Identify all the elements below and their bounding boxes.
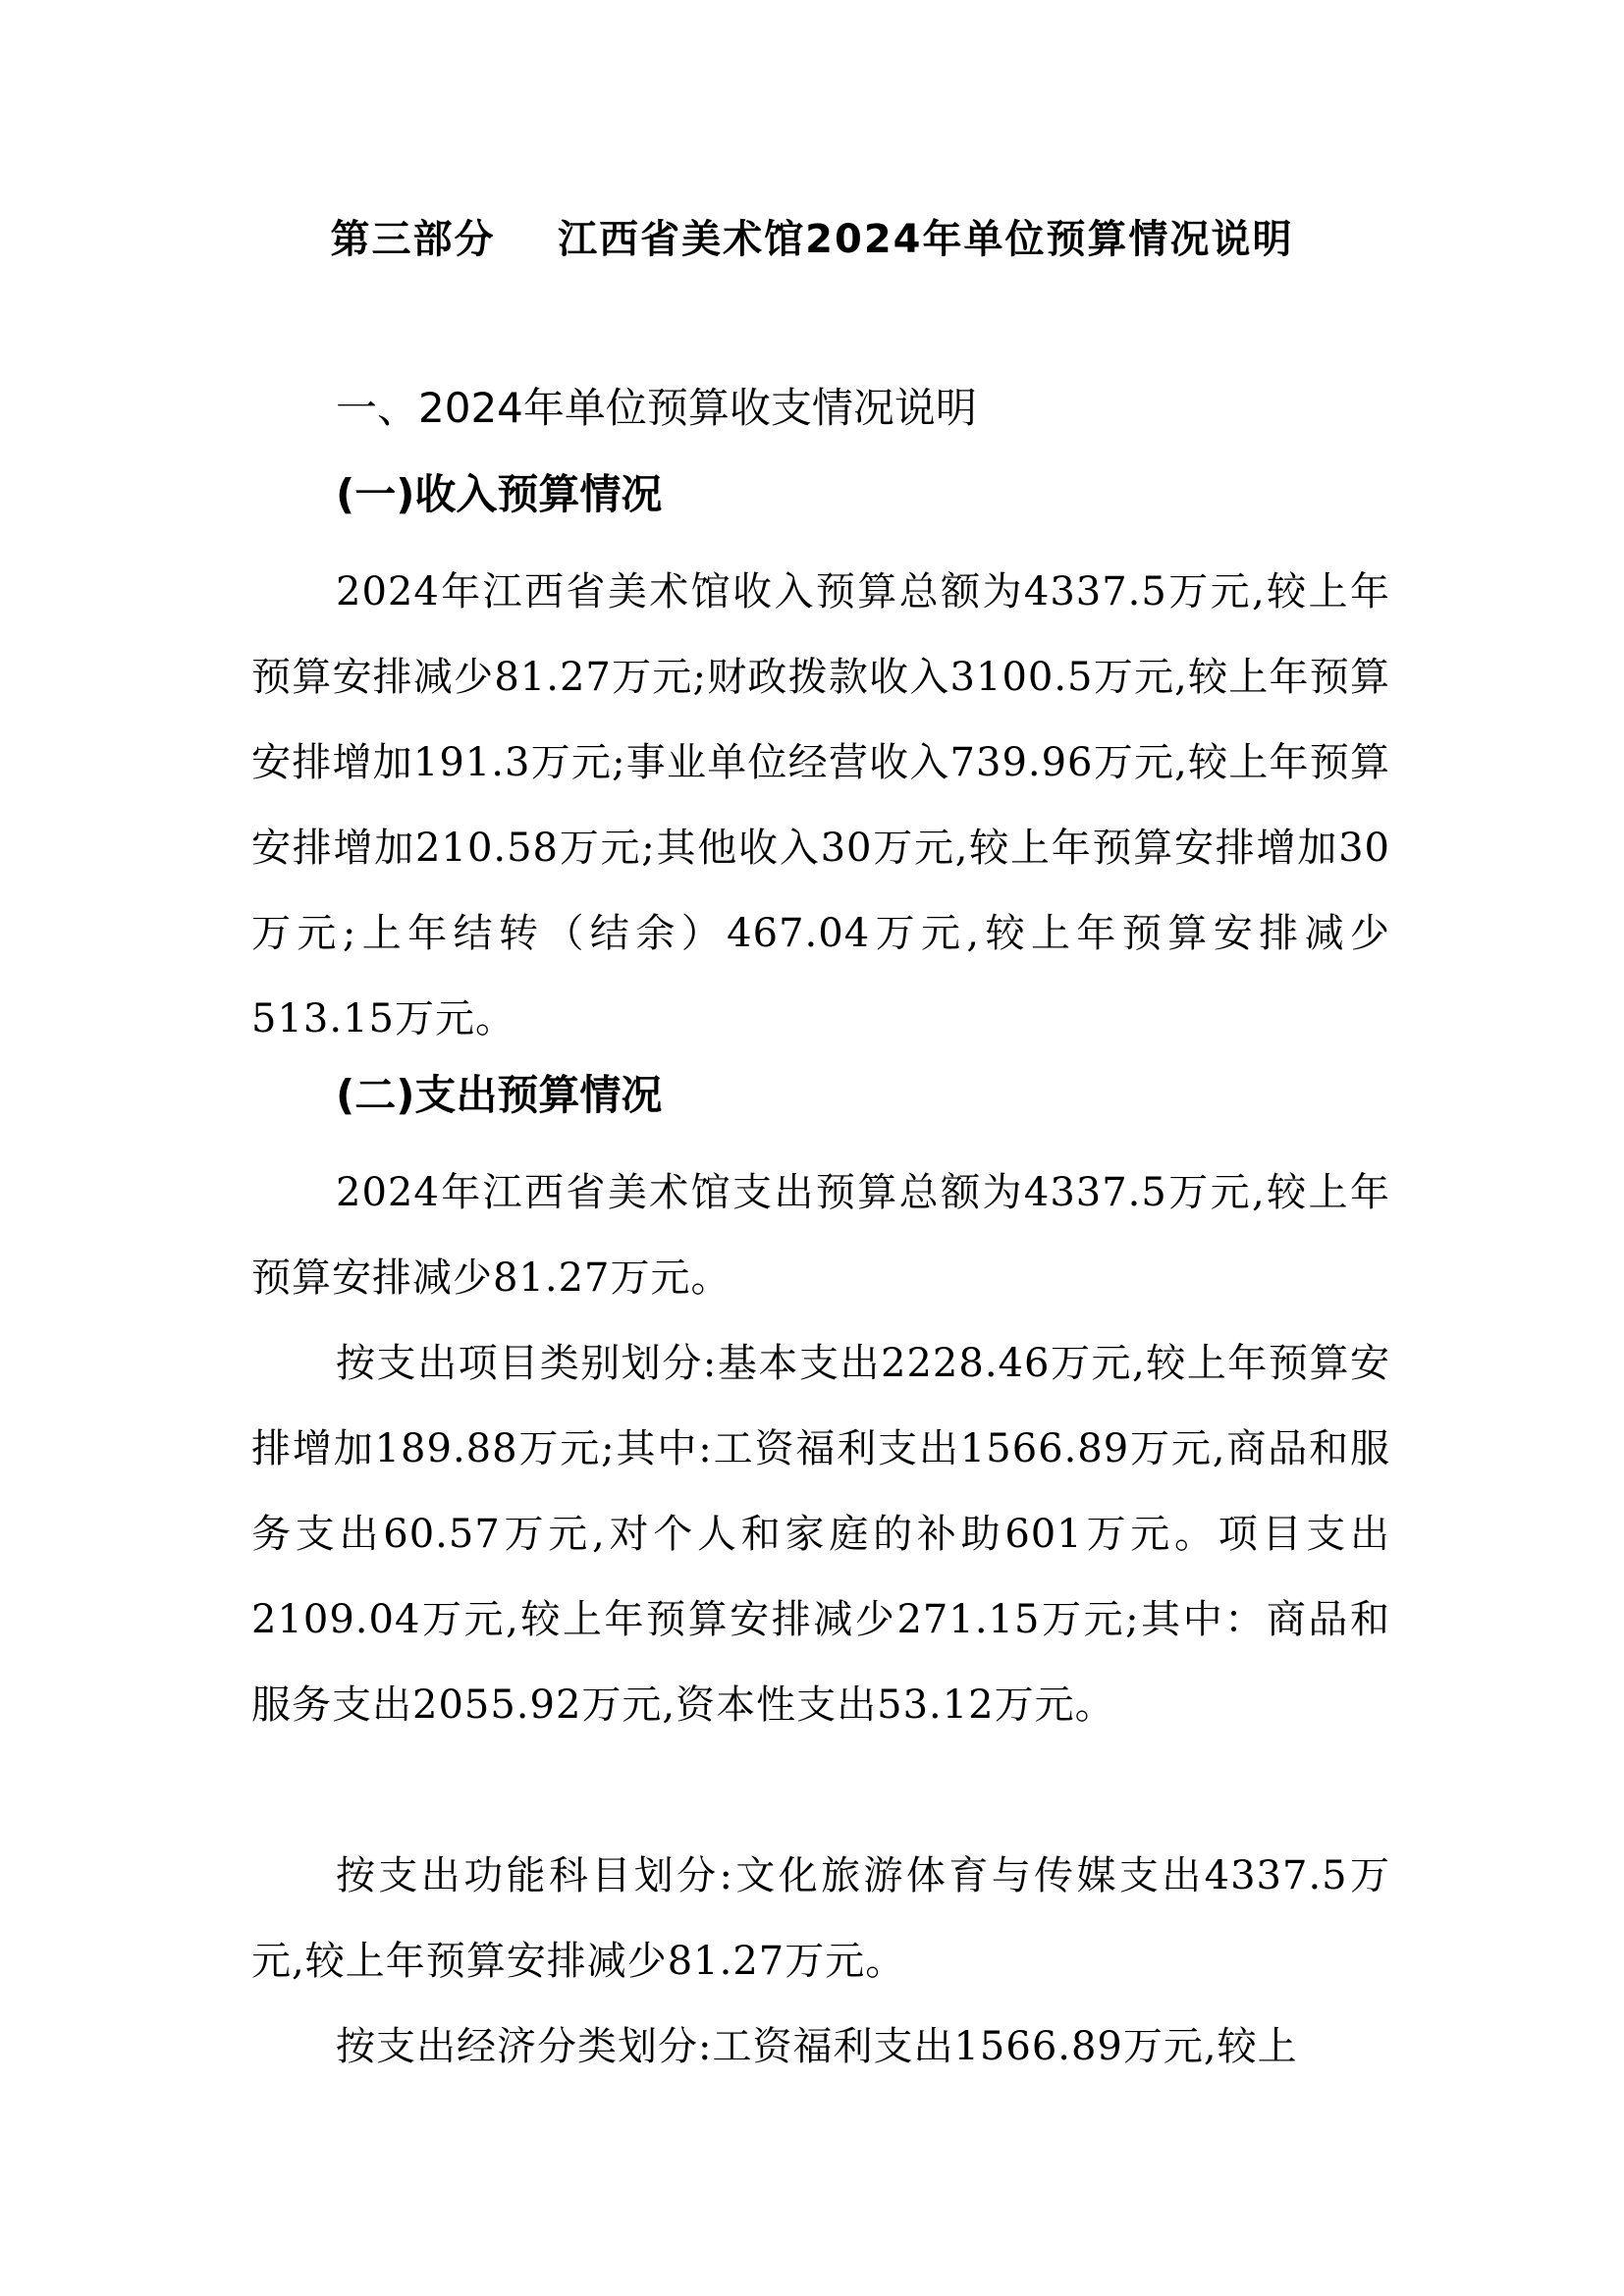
section-heading-budget-overview: 一、2024年单位预算收支情况说明 bbox=[336, 384, 977, 432]
document-title: 第三部分 江西省美术馆2024年单位预算情况说明 bbox=[330, 217, 1294, 262]
expenditure-by-economic-class-paragraph: 按支出经济分类划分:工资福利支出1566.89万元,较上 bbox=[336, 2024, 1298, 2069]
expenditure-by-project-paragraph: 按支出项目类别划分:基本支出2228.46万元,较上年预算安排增加189.88万元;其中:工资福利支出1566.89万元,商品和服务支出60.57万元,对个人和家庭的补助601万元。项目支出2109.04万元,较上年预算安排减少271.15万元;其中：商品和服务支出2055.92万元,资本性支出53.12万元。 bbox=[251, 1341, 1390, 1728]
subsection-heading-expenditure: (二)支出预算情况 bbox=[336, 1071, 663, 1119]
subsection-heading-income: (一)收入预算情况 bbox=[336, 470, 663, 518]
expenditure-by-function-paragraph: 按支出功能科目划分:文化旅游体育与传媒支出4337.5万元,较上年预算安排减少81.27万元。 bbox=[251, 1853, 1390, 1984]
expenditure-total-paragraph: 2024年江西省美术馆支出预算总额为4337.5万元,较上年预算安排减少81.27万元。 bbox=[251, 1170, 1390, 1301]
income-paragraph: 2024年江西省美术馆收入预算总额为4337.5万元,较上年预算安排减少81.27万元;财政拨款收入3100.5万元,较上年预算安排增加191.3万元;事业单位经营收入739.96万元,较上年预算安排增加210.58万元;其他收入30万元,较上年预算安排增加30万元;上年结转（结余）467.04万元,较上年预算安排减少513.15万元。 bbox=[251, 569, 1390, 1041]
